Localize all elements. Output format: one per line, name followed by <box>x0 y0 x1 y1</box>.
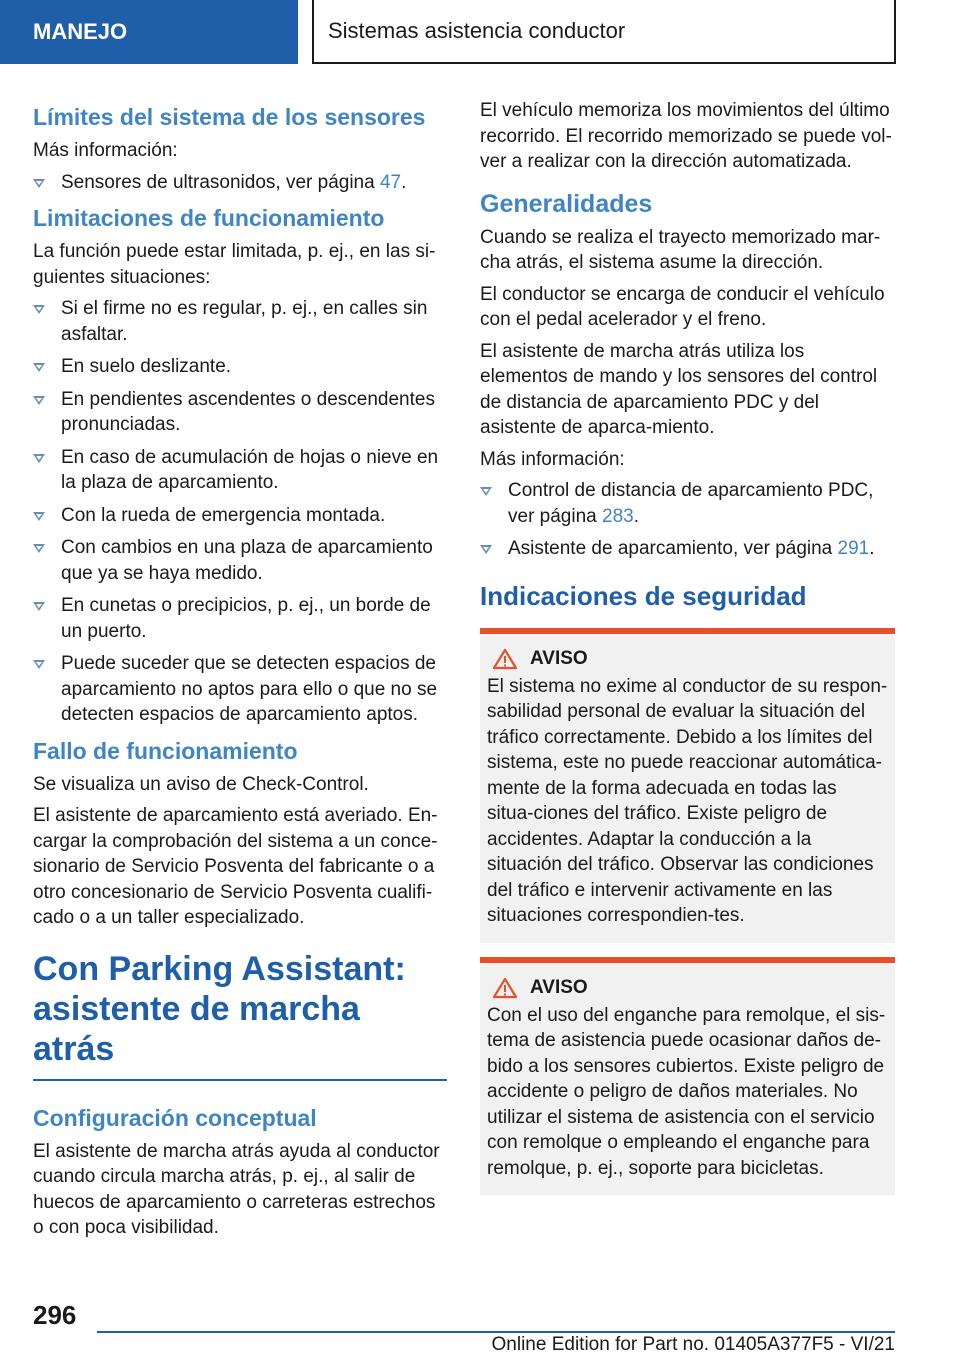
intro-paragraph: El vehículo memoriza los movimientos del último recorrido. El recorrido memorizado se puede vol-ver a realizar con la dirección automatizada. <box>480 100 892 172</box>
header-section-label: MANEJO <box>33 19 128 44</box>
header-section-tab <box>0 0 298 64</box>
list-item-text: Asistente de aparcamiento, ver página <box>508 538 833 559</box>
general-list <box>480 478 895 562</box>
triangle-bullet-icon <box>33 454 45 463</box>
concept-paragraph: El asistente de marcha atrás ayuda al conductor cuando circula marcha atrás, p. ej., al salir de huecos de aparcamiento o carreteras estrechos o con poca visibilidad. <box>33 1140 440 1238</box>
warning-label: AVISO <box>530 647 588 669</box>
warning-header <box>487 977 888 999</box>
page-number: 296 <box>33 1300 77 1330</box>
general-paragraph-3: El asistente de marcha atrás utiliza los elementos de mando y los sensores del control de distancia de aparcamiento PDC y del asistente de aparca-miento. <box>480 340 878 438</box>
safety-heading: Indicaciones de seguridad <box>480 580 807 611</box>
general-paragraph-1: Cuando se realiza el trayecto memorizado mar-cha atrás, el sistema asume la dirección. <box>480 226 881 273</box>
triangle-bullet-icon <box>33 660 45 669</box>
function-limits-intro: La función puede estar limitada, p. ej., en las si-guientes situaciones: <box>33 241 436 288</box>
fault-paragraph-2: El asistente de aparcamiento está averiado. En-cargar la comprobación del sistema a un conce-sionario de Servicio Posventa del fabricante o a otro concesionario de Servicio Posventa cualifi-cado o a un taller especializado. <box>33 805 438 928</box>
warning-text: El sistema no exime al conductor de su respon-sabilidad personal de evaluar la situación del tráfico correctamente. Debido a los límites del sistema, este no puede reaccionar automática-mente de la forma adecuada en todas las situa-ciones del tráfico. Existe peligro de accidentes. Adaptar la conducción a la situación del tráfico. Observar las condiciones del tráfico e intervenir activamente en las situaciones correspondien-tes. <box>487 675 888 926</box>
footer-edition: Online Edition for Part no. 01405A377F5 - VI/21 <box>491 1334 895 1355</box>
fault-heading: Fallo de funcionamiento <box>33 737 298 764</box>
warning-header <box>487 648 888 670</box>
list-item-text: Con la rueda de emergencia montada. <box>61 504 386 526</box>
warning-box <box>480 628 895 943</box>
list-item-text: Con cambios en una plaza de aparcamiento que ya se haya medido. <box>61 537 433 584</box>
header-chapter-box <box>312 0 896 64</box>
list-item-text: Puede suceder que se detecten espacios de aparcamiento no aptos para ello o que no se detecten espacios de aparcamiento aptos. <box>61 653 438 725</box>
right-column <box>480 98 895 1209</box>
list-item-text: Sensores de ultrasonidos, ver página <box>61 171 375 193</box>
general-paragraph-2: El conductor se encarga de conducir el vehículo con el pedal acelerador y el freno. <box>480 283 885 330</box>
warning-triangle-icon <box>492 648 518 670</box>
list-item: Control de distancia de aparcamiento PDC, ver página 283. <box>480 478 895 529</box>
header-chapter-label: Sistemas asistencia conductor <box>328 18 626 43</box>
general-heading: Generalidades <box>480 189 653 218</box>
warning-box <box>480 957 895 1196</box>
list-item-text: Si el firme no es regular, p. ej., en calles sin asfaltar. <box>61 298 428 345</box>
concept-heading: Configuración conceptual <box>33 1104 317 1131</box>
list-item <box>33 387 447 438</box>
page-link[interactable]: 47 <box>379 171 402 193</box>
function-limits-heading: Limitaciones de funcionamiento <box>33 205 385 231</box>
warning-label: AVISO <box>530 976 588 998</box>
triangle-bullet-icon <box>33 544 45 553</box>
triangle-bullet-icon <box>480 487 492 496</box>
triangle-bullet-icon <box>480 545 492 554</box>
list-item <box>33 503 447 529</box>
list-item-text: En cunetas o precipicios, p. ej., un borde de un puerto. <box>61 595 431 642</box>
main-section-title: Con Parking Assistant: asistente de marcha atrás <box>33 949 447 1081</box>
general-more-info: Más información: <box>480 448 625 470</box>
list-item-text: En caso de acumulación de hojas o nieve en la plaza de aparcamiento. <box>61 446 439 493</box>
list-item <box>33 535 447 586</box>
list-item <box>33 445 447 496</box>
list-item: Sensores de ultrasonidos, ver página 47. <box>33 170 447 196</box>
left-column <box>33 98 447 1247</box>
triangle-bullet-icon <box>33 179 45 188</box>
function-limits-list <box>33 296 447 728</box>
triangle-bullet-icon <box>33 512 45 521</box>
triangle-bullet-icon <box>33 305 45 314</box>
footer-divider <box>97 1331 895 1333</box>
triangle-bullet-icon <box>33 602 45 611</box>
list-item <box>33 593 447 644</box>
page-link[interactable]: 283 <box>602 505 634 527</box>
list-item-text: En suelo deslizante. <box>61 356 232 377</box>
limits-list <box>33 170 447 196</box>
warning-text: Con el uso del enganche para remolque, el sis-tema de asistencia puede ocasionar daños de-bido a los sensores cubiertos. Existe peligro de accidente o peligro de daños materiales. No utilizar el sistema de asistencia con el servicio con remolque o empleando el enganche para remolque, p. ej., soporte para bicicletas. <box>487 1004 886 1179</box>
list-item <box>33 651 447 728</box>
limits-more-info: Más información: <box>33 140 178 161</box>
list-item-text: Control de distancia de aparcamiento PDC, ver página <box>508 480 874 527</box>
triangle-bullet-icon <box>33 363 45 372</box>
list-item: Asistente de aparcamiento, ver página 291. <box>480 536 895 562</box>
triangle-bullet-icon <box>33 396 45 405</box>
list-item <box>33 296 447 347</box>
limits-heading: Límites del sistema de los sensores <box>33 104 426 130</box>
list-item <box>33 354 447 380</box>
fault-paragraph-1: Se visualiza un aviso de Check-Control. <box>33 773 369 795</box>
list-item-text: En pendientes ascendentes o descendentes pronunciadas. <box>61 388 435 435</box>
warning-triangle-icon <box>492 977 518 999</box>
page-link[interactable]: 291 <box>837 538 870 559</box>
